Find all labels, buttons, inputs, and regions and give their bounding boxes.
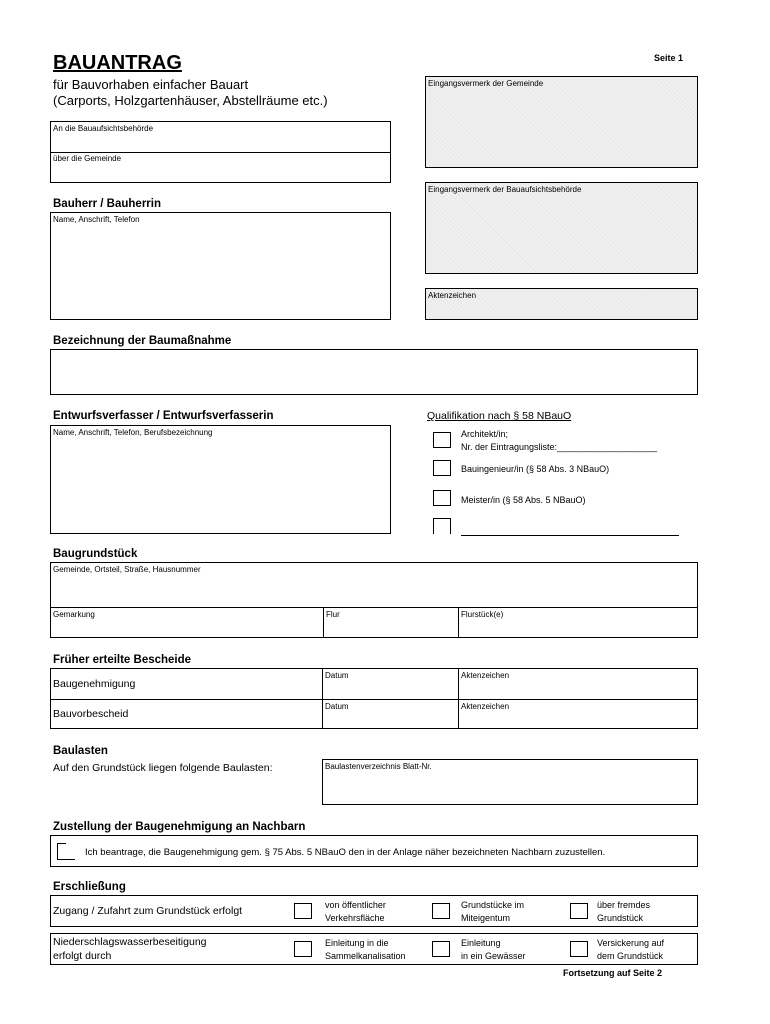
eintragungsliste-label: Nr. der Eintragungsliste:____________________: [461, 442, 658, 452]
entwurf-heading: Entwurfsverfasser / Entwurfsverfasserin: [53, 410, 274, 422]
sammelkanalisation-line2: Sammelkanalisation: [325, 951, 406, 961]
versickerung-line2: dem Grundstück: [597, 951, 664, 961]
miteigentum-line2: Miteigentum: [461, 913, 511, 923]
oeffentliche-verkehrsflaeche-line1: von öffentlicher: [325, 900, 386, 910]
qualifikation-heading: Qualifikation nach § 58 NBauO: [427, 410, 572, 422]
erschliessung-heading: Erschließung: [53, 881, 126, 893]
bauvorbescheid-aktenzeichen-label: Aktenzeichen: [461, 702, 510, 711]
entwurf-field-label: Name, Anschrift, Telefon, Berufsbezeichnung: [53, 428, 213, 437]
baugenehmigung-aktenzeichen-label: Aktenzeichen: [461, 671, 510, 680]
other-qualification-line[interactable]: [461, 535, 679, 536]
bauingenieur-checkbox[interactable]: [433, 460, 451, 476]
baulasten-field-label: Baulastenverzeichnis Blatt-Nr.: [325, 762, 432, 771]
grundstueck-table: [50, 562, 698, 638]
continue-note: Fortsetzung auf Seite 2: [563, 968, 663, 978]
baugenehmigung-label: Baugenehmigung: [53, 678, 136, 690]
bauingenieur-label: Bauingenieur/in (§ 58 Abs. 3 NBauO): [461, 464, 610, 474]
bauherr-heading: Bauherr / Bauherrin: [53, 198, 161, 210]
miteigentum-checkbox[interactable]: [432, 903, 450, 919]
baugenehmigung-datum-label: Datum: [325, 671, 349, 680]
fremdes-grundstueck-line1: über fremdes: [597, 900, 651, 910]
meister-checkbox[interactable]: [433, 490, 451, 506]
zustellung-heading: Zustellung der Baugenehmigung an Nachbarn: [53, 821, 306, 833]
authority-field[interactable]: [50, 121, 391, 183]
grundstueck-heading: Baugrundstück: [53, 548, 138, 560]
fremdes-grundstueck-checkbox[interactable]: [570, 903, 588, 919]
bauherr-field-label: Name, Anschrift, Telefon: [53, 215, 140, 224]
oeffentliche-verkehrsflaeche-line2: Verkehrsfläche: [325, 913, 385, 923]
miteigentum-line1: Grundstücke im: [461, 900, 525, 910]
versickerung-line1: Versickerung auf: [597, 938, 665, 948]
bauvorbescheid-label: Bauvorbescheid: [53, 708, 129, 720]
baulasten-text: Auf den Grundstück liegen folgende Baulasten:: [53, 762, 273, 774]
niederschlag-label-line2: erfolgt durch: [53, 950, 112, 962]
gewaesser-line1: Einleitung: [461, 938, 501, 948]
stamp-aktenzeichen-label: Aktenzeichen: [428, 291, 477, 300]
architekt-label: Architekt/in;: [461, 429, 509, 439]
bauherr-field[interactable]: [50, 212, 391, 320]
authority-ueber-label: über die Gemeinde: [53, 154, 122, 163]
stamp-gemeinde-box: [425, 76, 698, 168]
zustellung-box: [50, 835, 698, 867]
sammelkanalisation-line1: Einleitung in die: [325, 938, 389, 948]
entwurf-field[interactable]: [50, 425, 391, 534]
meister-label: Meister/in (§ 58 Abs. 5 NBauO): [461, 495, 586, 505]
form-title: BAUANTRAG: [53, 52, 182, 74]
page-number: Seite 1: [654, 53, 684, 63]
gemarkung-label: Gemarkung: [53, 610, 95, 619]
other-qualification-checkbox[interactable]: [433, 518, 451, 534]
bescheide-heading: Früher erteilte Bescheide: [53, 654, 192, 666]
baulasten-heading: Baulasten: [53, 745, 108, 757]
form-subtitle-line1: für Bauvorhaben einfacher Bauart: [53, 77, 249, 92]
zustellung-checkbox[interactable]: [57, 843, 75, 860]
stamp-gemeinde-label: Eingangsvermerk der Gemeinde: [428, 79, 544, 88]
niederschlag-label-line1: Niederschlagswasserbeseitigung: [53, 936, 207, 948]
bauvorbescheid-datum-label: Datum: [325, 702, 349, 711]
architekt-checkbox[interactable]: [433, 432, 451, 448]
flur-label: Flur: [326, 610, 340, 619]
flurstueck-label: Flurstück(e): [461, 610, 504, 619]
zugang-label: Zugang / Zufahrt zum Grundstück erfolgt: [53, 905, 243, 917]
stamp-behoerde-box: [425, 182, 698, 274]
stamp-aktenzeichen-box: [425, 288, 698, 320]
fremdes-grundstueck-line2: Grundstück: [597, 913, 644, 923]
bescheide-table: [50, 668, 698, 729]
sammelkanalisation-checkbox[interactable]: [294, 941, 312, 957]
zustellung-text: Ich beantrage, die Baugenehmigung gem. § 75 Abs. 5 NBauO den in der Anlage näher bezeichneten Nachbarn zuzustellen.: [85, 847, 606, 858]
baulasten-field[interactable]: [322, 759, 698, 805]
oeffentliche-verkehrsflaeche-checkbox[interactable]: [294, 903, 312, 919]
gewaesser-line2: in ein Gewässer: [461, 951, 526, 961]
grundstueck-address-label: Gemeinde, Ortsteil, Straße, Hausnummer: [53, 565, 201, 574]
gewaesser-checkbox[interactable]: [432, 941, 450, 957]
stamp-behoerde-label: Eingangsvermerk der Bauaufsichtsbehörde: [428, 185, 582, 194]
form-subtitle-line2: (Carports, Holzgartenhäuser, Abstellräume etc.): [53, 93, 328, 108]
massnahme-field[interactable]: [50, 349, 698, 395]
niederschlag-row: [50, 933, 698, 965]
versickerung-checkbox[interactable]: [570, 941, 588, 957]
authority-an-label: An die Bauaufsichtsbehörde: [53, 124, 154, 133]
zugang-row: [50, 895, 698, 927]
massnahme-heading: Bezeichnung der Baumaßnahme: [53, 335, 232, 347]
